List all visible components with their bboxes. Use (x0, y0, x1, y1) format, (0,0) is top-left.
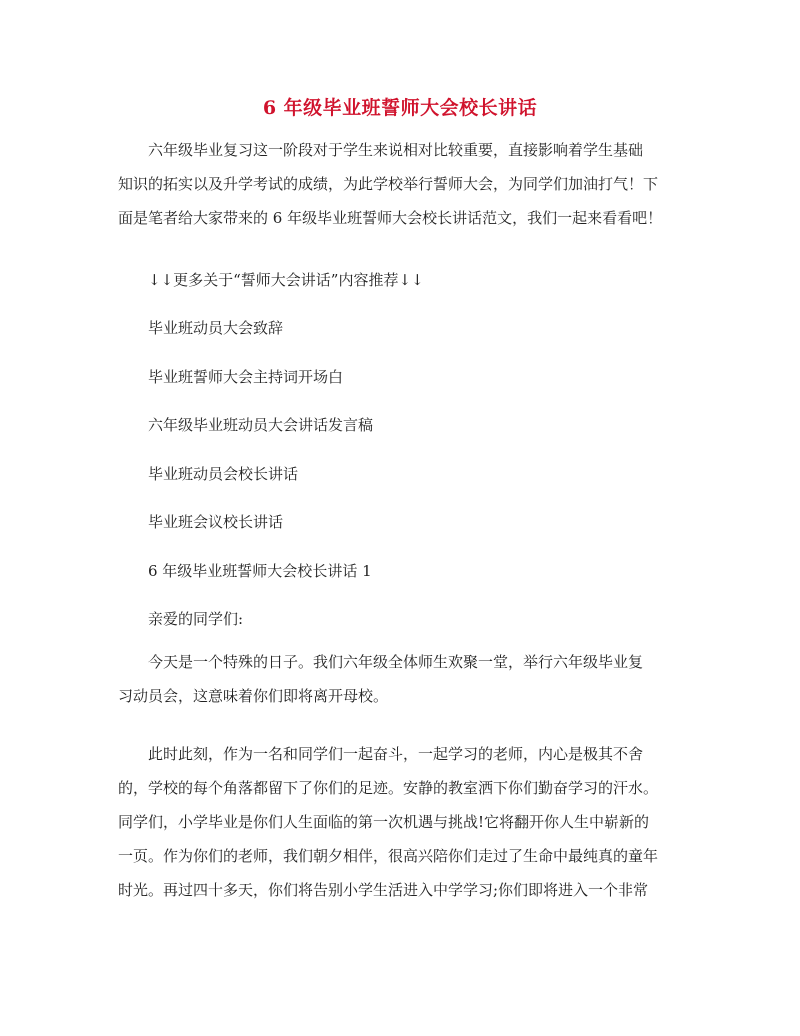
greeting: 亲爱的同学们: (148, 610, 244, 628)
paragraph-line: 同学们，小学毕业是你们人生面临的第一次机遇与挑战!它将翻开你人生中崭新的 (118, 813, 650, 831)
recommend-link-3[interactable]: 六年级毕业班动员大会讲话发言稿 (148, 416, 374, 434)
paragraph-2 (118, 737, 693, 907)
paragraph-1 (118, 645, 693, 713)
paragraph-line: 时光。再过四十多天，你们将告别小学生活进入中学学习;你们即将进入一个非常 (118, 881, 649, 899)
recommend-header: ↓↓更多关于“誓师大会讲话”内容推荐↓↓ (148, 271, 424, 289)
paragraph-line: 的，学校的每个角落都留下了你们的足迹。安静的教室洒下你们勤奋学习的汗水。 (118, 779, 659, 797)
recommend-link-4[interactable]: 毕业班动员会校长讲话 (148, 465, 299, 483)
intro-line: 知识的拓实以及升学考试的成绩，为此学校举行誓师大会，为同学们加油打气！下 (118, 175, 659, 193)
intro-paragraph (118, 133, 693, 235)
paragraph-line: 此时此刻，作为一名和同学们一起奋斗，一起学习的老师，内心是极其不舍 (148, 745, 644, 763)
paragraph-line: 习动员会，这意味着你们即将离开母校。 (118, 687, 389, 705)
intro-line: 面是笔者给大家带来的 6 年级毕业班誓师大会校长讲话范文，我们一起来看看吧！ (118, 209, 663, 227)
section-title: 6 年级毕业班誓师大会校长讲话 1 (148, 562, 372, 580)
recommend-link-5[interactable]: 毕业班会议校长讲话 (148, 513, 284, 531)
paragraph-line: 今天是一个特殊的日子。我们六年级全体师生欢聚一堂，举行六年级毕业复 (148, 653, 644, 671)
intro-line: 六年级毕业复习这一阶段对于学生来说相对比较重要，直接影响着学生基础 (148, 141, 644, 159)
document-title: 6 年级毕业班誓师大会校长讲话 (262, 97, 538, 119)
recommend-link-1[interactable]: 毕业班动员大会致辞 (148, 319, 284, 337)
recommend-link-2[interactable]: 毕业班誓师大会主持词开场白 (148, 368, 344, 386)
paragraph-line: 一页。作为你们的老师，我们朝夕相伴，很高兴陪你们走过了生命中最纯真的童年 (118, 847, 659, 865)
